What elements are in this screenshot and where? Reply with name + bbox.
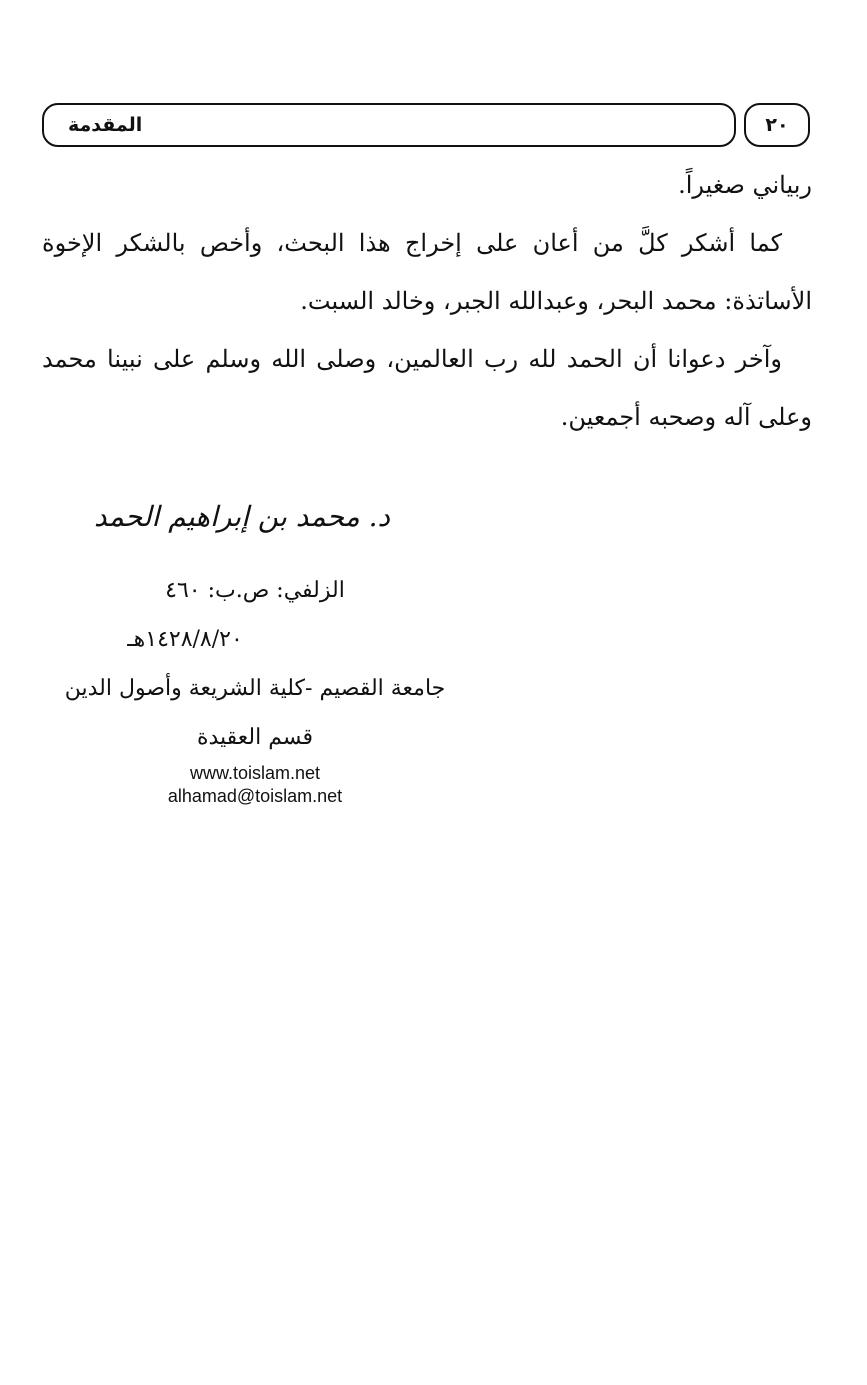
author-department: قسم العقيدة — [196, 725, 314, 750]
author-website: www.toislam.net — [189, 763, 321, 783]
author-address: الزلفي: ص.ب: ٤٦٠ — [165, 578, 345, 603]
author-university: جامعة القصيم -كلية الشريعة وأصول الدين — [64, 676, 446, 701]
page-number: ٢٠ — [765, 114, 789, 136]
body-line-1: ربياني صغيراً. — [678, 171, 812, 199]
signature-date: ١٤٢٨/٨/٢٠هـ — [127, 627, 243, 652]
author-email: alhamad@toislam.net — [167, 786, 343, 806]
body-line-4: وآخر دعوانا أن الحمد لله رب العالمين، وصلى الله وسلم على نبينا محمد — [42, 345, 782, 373]
body-line-3: الأساتذة: محمد البحر، وعبدالله الجبر، وخالد السبت. — [300, 287, 812, 315]
page-number-box — [744, 103, 810, 147]
body-line-5: وعلى آله وصحبه أجمعين. — [560, 403, 812, 431]
author-signature: د. محمد بن إبراهيم الحمد — [94, 500, 390, 533]
running-header-title-box — [42, 103, 736, 147]
body-paragraphs — [42, 156, 812, 446]
body-line-2: كما أشكر كلَّ من أعان على إخراج هذا البحث، وأخص بالشكر الإخوة — [42, 229, 782, 257]
chapter-title: المقدمة — [68, 114, 143, 136]
